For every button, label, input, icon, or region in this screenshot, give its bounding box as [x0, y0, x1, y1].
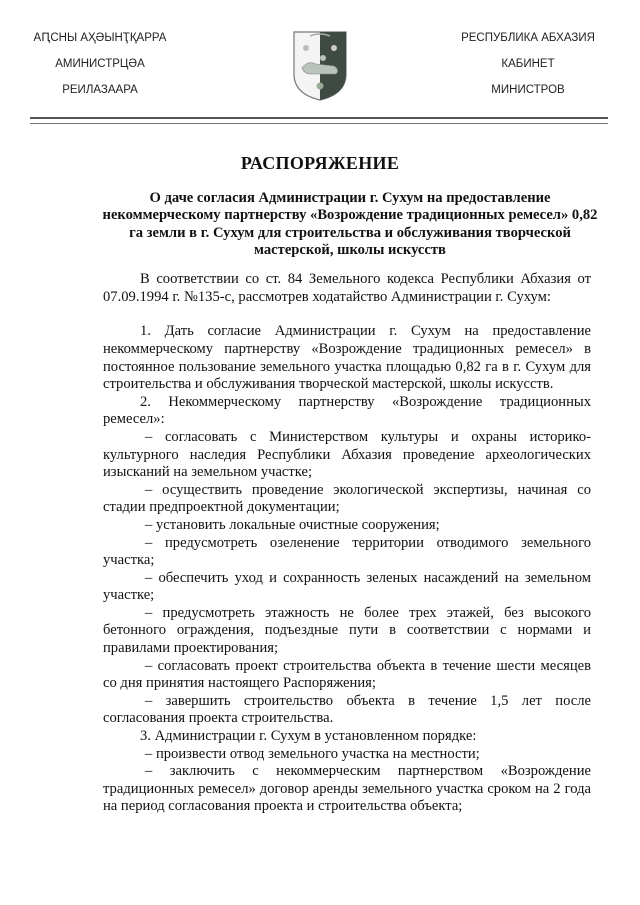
document-body: [103, 271, 591, 816]
letterhead-right-line: КАБИНЕТ: [501, 58, 555, 70]
letterhead-left-line: РЕИЛАЗААРА: [62, 84, 138, 96]
list-item: – заключить с некоммерческим партнерством «Возрождение традиционных ремесел» договор аренды земельного участка сроком на 2 года на период согласования проекта и строительства объекта;: [103, 763, 591, 815]
letterhead-right-line: РЕСПУБЛИКА АБХАЗИЯ: [461, 32, 595, 44]
document-content: [0, 152, 640, 816]
list-item: – предусмотреть озеленение территории отводимого земельного участка;: [103, 534, 591, 569]
list-item: – завершить строительство объекта в течение 1,5 лет после согласования проекта строительства.: [103, 692, 591, 727]
letterhead-right-line: МИНИСТРОВ: [491, 84, 565, 96]
list-item: – произвести отвод земельного участка на местности;: [145, 745, 480, 762]
paragraph: 3. Администрации г. Сухум в установленном порядке:: [140, 728, 477, 745]
letterhead-left-line: АМИНИСТРЦӘА: [55, 58, 145, 70]
list-item: – согласовать с Министерством культуры и охраны историко-культурного наследия Республики Абхазия проведение археологических изысканий на земельном участке;: [103, 428, 591, 481]
letterhead-left-line: АԤСНЫ АҲӘЫНҬҚАРРА: [33, 32, 167, 44]
coat-of-arms-emblem: [292, 30, 348, 102]
list-item: – установить локальные очистные сооружения;: [145, 516, 440, 533]
paragraph: 2. Некоммерческому партнерству «Возрождение традиционных ремесел»:: [103, 393, 591, 428]
list-item: – обеспечить уход и сохранность зеленых насаждений на земельном участке;: [103, 569, 591, 604]
paragraph: 1. Дать согласие Администрации г. Сухум на предоставление некоммерческому партнерству «Возрождение традиционных ремесел» в постоянное пользование земельного участка площадью 0,82 га в г. Сухум для строительства и обслуживания творческой мастерской, школы искусств.: [103, 323, 591, 393]
list-item: – осуществить проведение экологической экспертизы, начиная со стадии предпроектной документации;: [103, 481, 591, 516]
document-subtitle: О даче согласия Администрации г. Сухум на предоставление некоммерческому партнерству «Возрождение традиционных ремесел» 0,82 га земли в г. Сухум для строительства и обслуживания творческой мастерской, школы искусств: [102, 190, 598, 258]
header-divider: [30, 117, 608, 124]
list-item: – предусмотреть этажность не более трех этажей, без высокого бетонного ограждения, подъездные пути в соответствии с нормами и правилами проектирования;: [103, 604, 591, 657]
document-title: РАСПОРЯЖЕНИЕ: [240, 153, 400, 173]
preamble: В соответствии со ст. 84 Земельного кодекса Республики Абхазия от 07.09.1994 г. №135-с, рассмотрев ходатайство Администрации г. Сухум:: [103, 271, 591, 305]
list-item: – согласовать проект строительства объекта в течение шести месяцев со дня принятия настоящего Распоряжения;: [103, 657, 591, 692]
